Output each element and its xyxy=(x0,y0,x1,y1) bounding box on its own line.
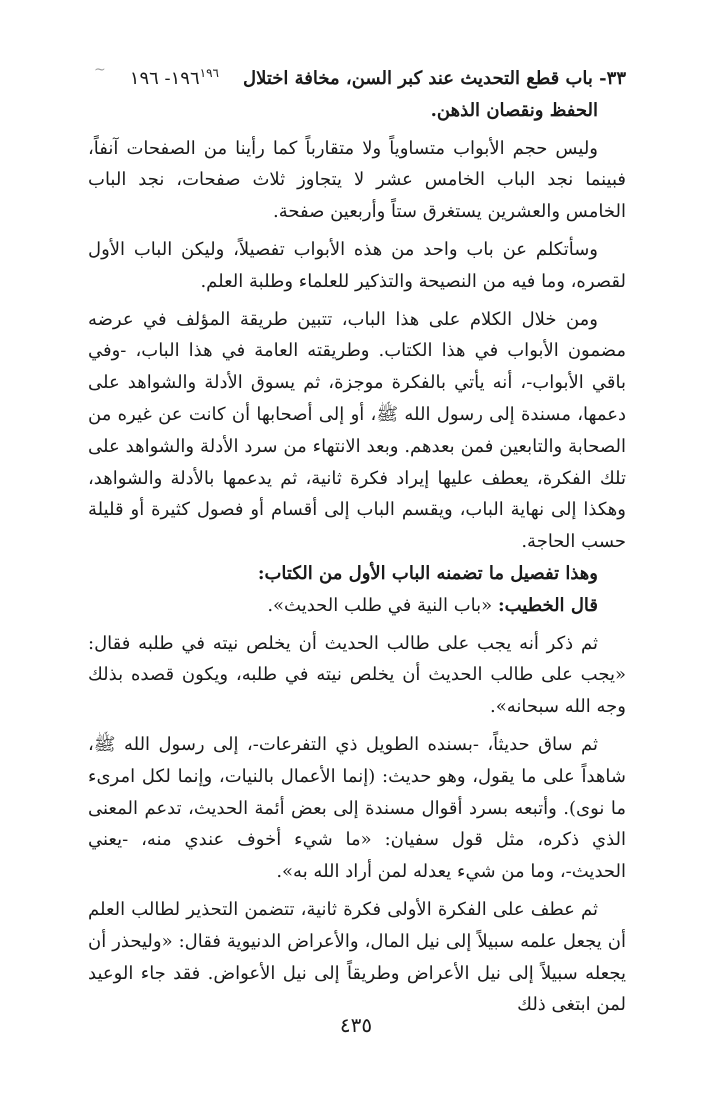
chapter-page-range: ١٩٦$^{١٩٦}$- ١٩٦ xyxy=(129,66,219,89)
paragraph: وسأتكلم عن باب واحد من هذه الأبواب تفصيلاً، وليكن الباب الأول لقصره، وما فيه من النصيحة والتذكير للعلماء وطلبة العلم. xyxy=(88,238,626,292)
page-number: ٤٣٥ xyxy=(339,1013,373,1037)
paragraph: ثم عطف على الفكرة الأولى فكرة ثانية، تتضمن التحذير لطالب العلم أن يجعل علمه سبيلاً إلى نيل المال، والأعراض الدنيوية فقال: «وليحذر أن يجعله سبيلاً إلى نيل الأعراض وطريقاً إلى نيل الأعواض. فقد جاء الوعيد لمن ابتغى ذلك xyxy=(88,898,626,1016)
paragraph: ثم ساق حديثاً، -بسنده الطويل ذي التفرعات-، إلى رسول الله ﷺ، شاهداً على ما يقول، وهو حديث: (إنما الأعمال بالنيات، وإنما لكل امرىء ما نوى). وأتبعه بسرد أقوال مسندة إلى بعض أئمة الحديث، تدعم المعنى الذي ذكره، مثل قول سفيان: «ما شيء أخوف عندي منه، -يعني الحديث-، وما من شيء يعدله لمن أراد الله به». xyxy=(88,733,626,883)
scan-mark: ~ xyxy=(94,62,106,78)
quote-speaker: قال الخطيب: xyxy=(497,594,598,616)
footnote-marker: ١٩٦ xyxy=(199,66,219,80)
paragraph: ومن خلال الكلام على هذا الباب، تتبين طريقة المؤلف في عرضه مضمون الأبواب في هذا الكتاب. وطريقته العامة في هذا الباب، -وفي باقي الأبواب-، أنه يأتي بالفكرة موجزة، ثم يسوق الأدلة والشواهد على دعمها، مسندة إلى رسول الله ﷺ، أو إلى أصحابها أن كانت عن غيره من الصحابة والتابعين فمن بعدهم. وبعد الانتهاء من سرد الأدلة والشواهد على تلك الفكرة، يعطف عليها إيراد فكرة ثانية، ثم يدعمها بالأدلة والشواهد، وهكذا إلى نهاية الباب، ويقسم الباب إلى أقسام أو فصول كثيرة أو قليلة حسب الحاجة. xyxy=(88,308,626,553)
section-title: وهذا تفصيل ما تضمنه الباب الأول من الكتاب: xyxy=(257,562,598,584)
paragraph: ثم ذكر أنه يجب على طالب الحديث أن يخلص نيته في طلبه فقال: «يجب على طالب الحديث أن يخلص نيته في طلبه، ويكون قصده بذلك وجه الله سبحانه». xyxy=(88,632,626,718)
quote-text: «باب النية في طلب الحديث». xyxy=(267,594,493,616)
page-body xyxy=(88,58,626,1021)
paragraph: وليس حجم الأبواب متساوياً ولا متقارباً كما رأينا من الصفحات آنفاً، فبينما نجد الباب الخامس عشر لا يتجاوز ثلاث صفحات، نجد الباب الخامس والعشرين يستغرق ستاً وأربعين صفحة. xyxy=(88,137,626,223)
chapter-heading-text: ٣٣- باب قطع التحديث عند كبر السن، مخافة اختلال xyxy=(243,68,626,89)
chapter-heading-continuation: الحفظ ونقصان الذهن. xyxy=(430,99,598,121)
quote-line xyxy=(88,590,626,622)
chapter-heading xyxy=(88,58,626,95)
